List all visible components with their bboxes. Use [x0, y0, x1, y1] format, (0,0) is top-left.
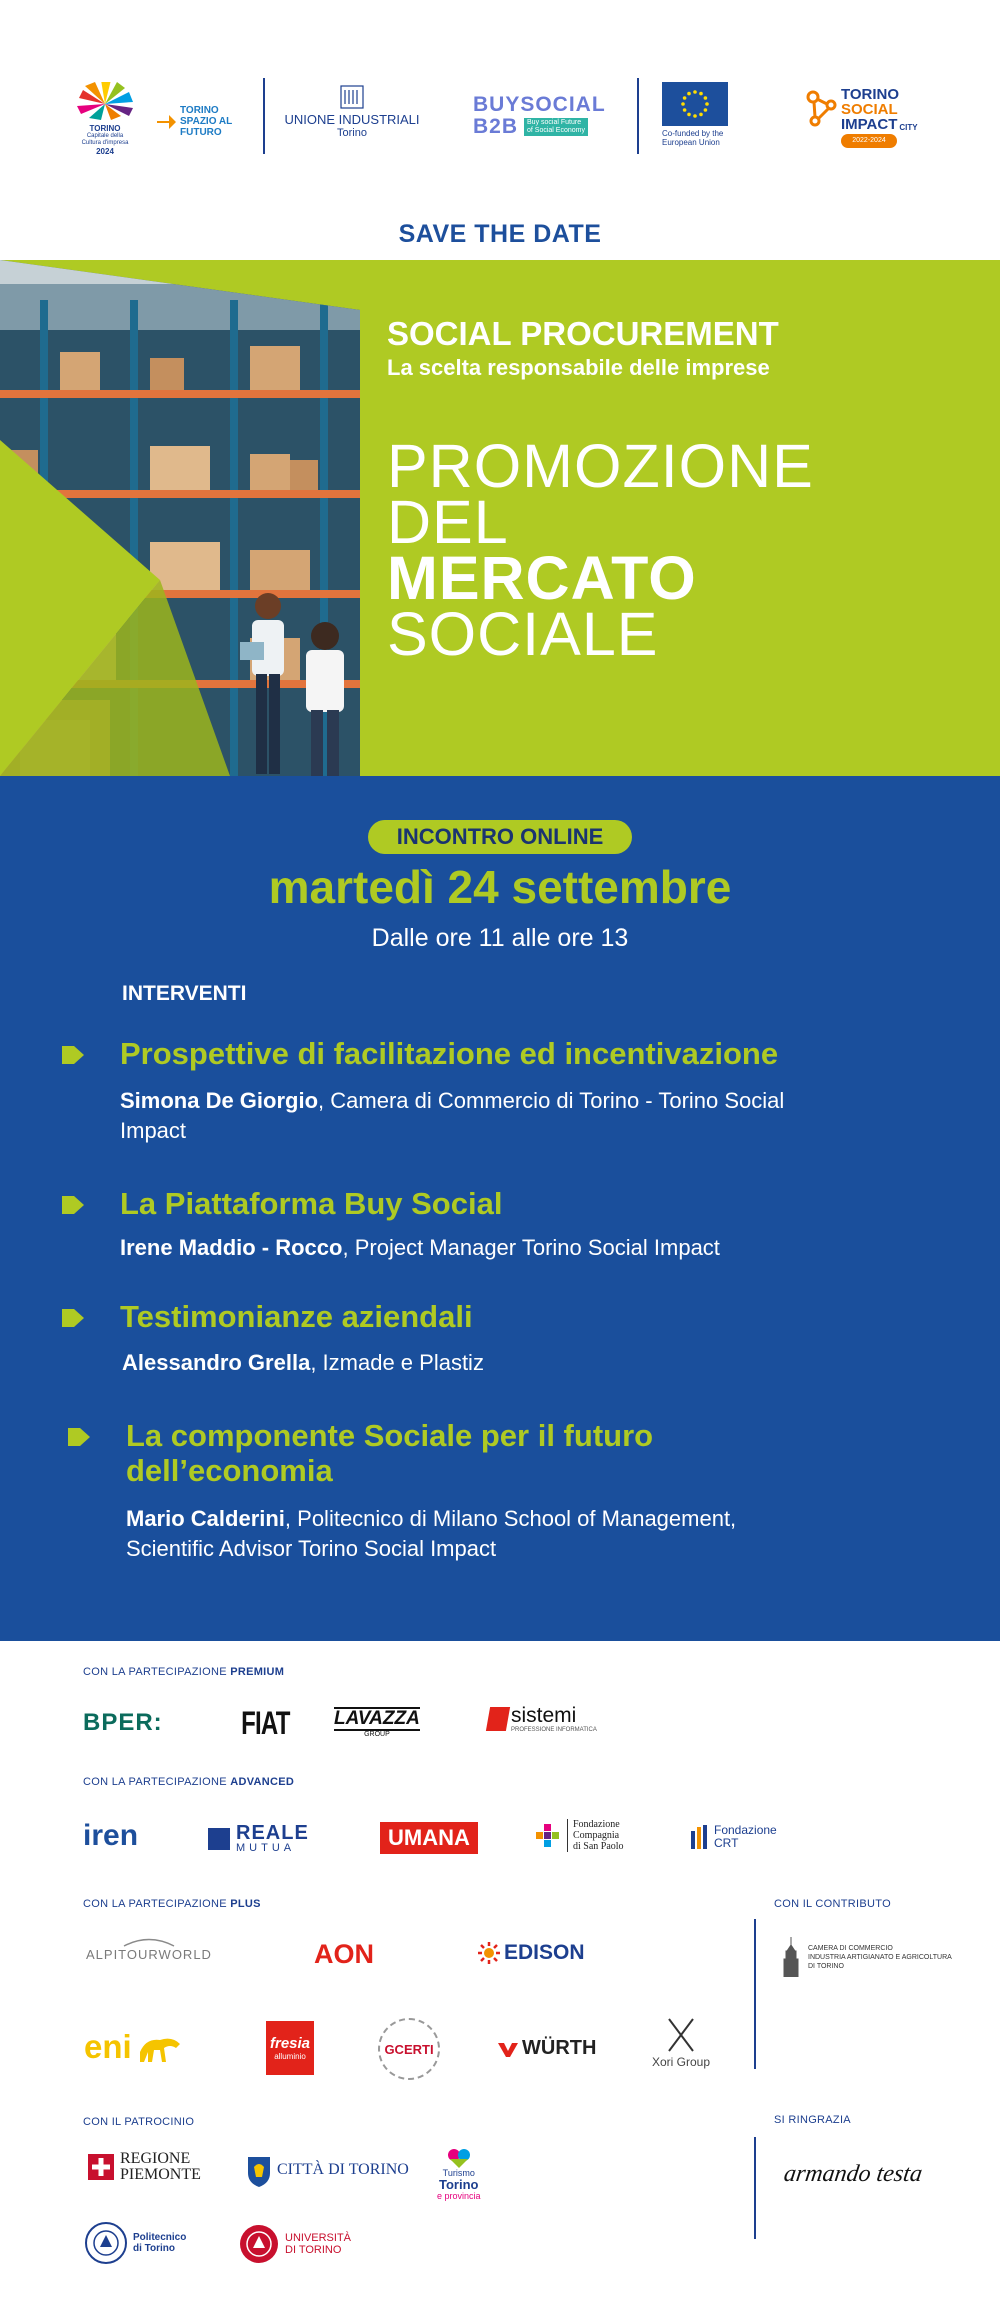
eu-line1: Co-funded by the: [662, 129, 724, 138]
politecnico-seal-icon: [84, 2221, 128, 2265]
logo-politecnico-torino: [84, 2221, 186, 2265]
unito-seal-icon: [238, 2223, 280, 2265]
buysocial-tag1: Buy social Future: [527, 119, 582, 126]
sistemi-tagline: PROFESSIONE INFORMATICA: [511, 1727, 597, 1733]
logo-fiat: [233, 1705, 298, 1742]
gcerti-wordmark: GCERTI: [384, 2041, 434, 2057]
speaker-name: Alessandro Grella: [122, 1350, 311, 1375]
camera-line2: INDUSTRIA ARTIGIANATO E AGRICOLTURA: [808, 1953, 952, 1961]
crt-bars-icon: [690, 1825, 710, 1849]
turismo-line1: Turismo: [442, 2168, 475, 2178]
logo-compagnia-san-paolo: [535, 1819, 624, 1852]
logo-iren: [83, 1819, 138, 1853]
arrow-bullet-icon: [66, 1426, 92, 1448]
speaker-role: , Izmade e Plastiz: [310, 1350, 484, 1375]
spazio-futuro-line1: TORINO: [180, 104, 219, 116]
hero-subtitle: La scelta responsabile delle imprese: [387, 355, 770, 380]
alpitour-swoosh-icon: [119, 1937, 179, 1947]
eni-six-legged-dog-icon: [136, 2030, 184, 2064]
save-the-date-heading: SAVE THE DATE: [398, 220, 602, 248]
sistemi-wordmark: sistemi: [511, 1704, 577, 1727]
camera-line3: DI TORINO: [808, 1962, 844, 1970]
tsi-line2: SOCIAL: [841, 100, 898, 118]
wurth-mark-icon: [498, 2041, 518, 2057]
hero-line-del: DEL: [387, 488, 509, 556]
hero-line-mercato: MERCATO: [387, 544, 697, 612]
logo-sistemi: [488, 1705, 597, 1733]
turismo-line2: Torino: [439, 2177, 479, 2192]
logo-torino-spazio-futuro: [155, 96, 245, 146]
header-divider: [637, 78, 639, 154]
online-meeting-badge: INCONTRO ONLINE: [368, 820, 632, 854]
hero-banner: [0, 260, 1000, 776]
fiat-wordmark: FIAT: [241, 1705, 290, 1741]
regione-piemonte-shield-icon: [86, 2152, 116, 2182]
sponsors-section: [0, 1641, 1000, 2300]
logo-fondazione-crt: [690, 1824, 777, 1850]
arrow-bullet-icon: [60, 1044, 86, 1066]
talk-title: La componente Sociale per il futuro: [126, 1418, 654, 1453]
logo-fresia-alluminio: [266, 2021, 314, 2075]
torino-capitale-line3: Cultura d'impresa: [81, 140, 129, 146]
tsi-network-icon: [803, 87, 841, 147]
polito-line1: Politecnico: [133, 2232, 187, 2243]
category-level: PREMIUM: [230, 1666, 285, 1678]
category-level: ADVANCED: [230, 1776, 295, 1788]
category-prefix: CON LA PARTECIPAZIONE: [83, 1666, 231, 1678]
camera-line1: CAMERA DI COMMERCIO: [808, 1944, 893, 1952]
talk-speaker: [120, 1233, 720, 1263]
compagnia-line3: di San Paolo: [573, 1841, 624, 1852]
sponsor-divider: [754, 2137, 756, 2239]
reale-wordmark: REALE: [236, 1822, 309, 1844]
logo-buysocial-b2b: [473, 94, 623, 144]
logo-armando-testa: [784, 2161, 922, 2188]
warehouse-illustration: [0, 260, 360, 776]
speaker-role: , Project Manager Torino Social Impact: [342, 1235, 720, 1260]
logo-aon: [314, 1939, 374, 1970]
eni-wordmark: eni: [84, 2028, 132, 2065]
logo-eni: [84, 2028, 184, 2066]
tsi-line3: IMPACT: [841, 115, 898, 133]
eu-line2: European Union: [662, 138, 720, 147]
buysocial-tag2: of Social Economy: [527, 127, 585, 134]
logo-gcerti: [378, 2018, 440, 2080]
logo-alpitour-world: [86, 1937, 212, 1962]
edison-wordmark: EDISON: [504, 1941, 585, 1964]
category-level: PLUS: [230, 1898, 261, 1910]
citta-torino-wordmark: CITTÀ DI TORINO: [277, 2161, 409, 2178]
fresia-tagline: alluminio: [274, 2052, 306, 2061]
torino-capitale-line1: TORINO: [89, 124, 121, 133]
speaker-name: Mario Calderini: [126, 1506, 285, 1531]
logo-unione-industriali: [282, 82, 422, 148]
logo-bper: [83, 1709, 163, 1737]
talk-speaker: [120, 1086, 784, 1116]
advanced-category-label: [83, 1776, 294, 1788]
speaker-role: , Politecnico di Milano School of Management,: [284, 1506, 737, 1531]
compagnia-line2: Compagnia: [573, 1830, 620, 1841]
speaker-name: Simona De Giorgio: [120, 1088, 319, 1113]
category-prefix: CON LA PARTECIPAZIONE: [83, 1898, 231, 1910]
partner-logo-header: [0, 0, 1000, 215]
logo-regione-piemonte: [86, 2151, 201, 2183]
logo-citta-di-torino: [246, 2153, 409, 2187]
logo-lavazza: [334, 1707, 420, 1738]
event-time: Dalle ore 11 alle ore 13: [371, 924, 629, 952]
mutua-wordmark: MUTUA: [236, 1842, 296, 1854]
regione-line1: REGIONE: [120, 2150, 191, 2167]
speakers-section-label: INTERVENTI: [122, 982, 247, 1005]
compagnia-line1: Fondazione: [573, 1819, 620, 1830]
crt-line2: CRT: [714, 1836, 739, 1850]
talk-speaker: [122, 1348, 484, 1378]
category-prefix: CON LA PARTECIPAZIONE: [83, 1776, 231, 1788]
spazio-futuro-line3: FUTURO: [180, 126, 222, 138]
logo-wurth: [498, 2037, 596, 2060]
unito-line2: DI TORINO: [285, 2244, 342, 2256]
crt-line1: Fondazione: [714, 1823, 777, 1837]
umana-wordmark: UMANA: [388, 1825, 470, 1850]
polito-line2: di Torino: [133, 2243, 176, 2254]
speaker-role-continued: Scientific Advisor Torino Social Impact: [126, 1536, 497, 1561]
logo-universita-torino: [238, 2223, 351, 2265]
xori-x-icon: [661, 2015, 701, 2055]
logo-umana: [380, 1822, 478, 1854]
logo-torino-social-impact-city: [803, 74, 933, 160]
aon-wordmark: AON: [314, 1939, 374, 1969]
xori-wordmark: Xori Group: [652, 2055, 711, 2069]
logo-turismo-torino: [437, 2148, 481, 2201]
regione-line2: PIEMONTE: [120, 2166, 201, 2183]
premium-category-label: [83, 1666, 284, 1678]
speaker-name: Irene Maddio - Rocco: [120, 1235, 343, 1260]
unione-line1: UNIONE INDUSTRIALI: [284, 112, 420, 127]
talk-title: Testimonianze aziendali: [120, 1299, 473, 1334]
logo-eu-cofunded: [662, 82, 752, 152]
patrocinio-category-label: CON IL PATROCINIO: [83, 2116, 195, 2128]
compagnia-san-paolo-mark-icon: [535, 1823, 561, 1849]
spazio-futuro-line2: SPAZIO AL: [180, 115, 233, 127]
tsi-line1: TORINO: [841, 85, 900, 103]
spazio-futuro-arrow-icon: [155, 110, 177, 132]
wurth-wordmark: WÜRTH: [522, 2037, 597, 2059]
logo-torino-capitale-cultura: [70, 82, 140, 162]
logo-camera-commercio-torino: [780, 1937, 952, 1977]
event-details-panel: [0, 776, 1000, 1641]
torino-capitale-line2: Capitale della: [86, 133, 124, 139]
alpitour-wordmark: ALPITOURWORLD: [86, 1947, 212, 1962]
arrow-bullet-icon: [60, 1307, 86, 1329]
sponsor-divider: [754, 1919, 756, 2069]
contributo-category-label: CON IL CONTRIBUTO: [774, 1898, 891, 1910]
speaker-role: , Camera di Commercio di Torino - Torino Social: [318, 1088, 785, 1113]
logo-xori-group: [652, 2015, 710, 2069]
unione-industriali-emblem-icon: [337, 82, 367, 112]
unione-line2: Torino: [337, 127, 367, 139]
armando-testa-signature: armando testa: [782, 2161, 924, 2187]
talk-speaker: [126, 1504, 736, 1534]
talk-title-continued: dell’economia: [126, 1453, 333, 1488]
torino-coat-of-arms-icon: [246, 2153, 272, 2187]
header-divider: [263, 78, 265, 154]
hero-line-sociale: SOCIALE: [387, 600, 659, 668]
edison-sun-icon: [477, 1941, 501, 1965]
turismo-torino-heart-icon: [446, 2148, 472, 2168]
speaker-role-continued: Impact: [120, 1118, 187, 1143]
hero-line-promozione: PROMOZIONE: [387, 432, 814, 500]
torino-capitale-burst-icon: [75, 82, 135, 124]
bper-wordmark: BPER:: [83, 1709, 163, 1736]
logo-edison: [477, 1941, 585, 1965]
mole-antonelliana-icon: [780, 1937, 802, 1977]
arrow-bullet-icon: [60, 1194, 86, 1216]
hero-title: SOCIAL PROCUREMENT: [387, 315, 779, 352]
plus-category-label: [83, 1898, 261, 1910]
tsi-years: 2022-2024: [841, 134, 897, 148]
unito-line1: UNIVERSITÀ: [285, 2232, 352, 2244]
eu-flag-icon: [662, 82, 728, 126]
logo-reale-mutua: [208, 1824, 309, 1854]
fresia-wordmark: fresia: [269, 2035, 311, 2052]
torino-capitale-year: 2024: [96, 147, 114, 156]
event-date: martedì 24 settembre: [268, 861, 732, 913]
ringrazia-category-label: SI RINGRAZIA: [774, 2114, 851, 2126]
buysocial-line1: BUYSOCIAL: [473, 93, 606, 116]
lavazza-wordmark: LAVAZZA: [334, 1708, 420, 1729]
iren-wordmark: iren: [83, 1819, 139, 1852]
talk-title: Prospettive di facilitazione ed incentivazione: [120, 1036, 779, 1071]
buysocial-line2: B2B: [473, 115, 519, 138]
turismo-line3: e provincia: [437, 2191, 481, 2201]
tsi-city: CITY: [899, 122, 918, 132]
lavazza-group: GROUP: [364, 1731, 390, 1738]
talk-title: La Piattaforma Buy Social: [120, 1186, 503, 1221]
